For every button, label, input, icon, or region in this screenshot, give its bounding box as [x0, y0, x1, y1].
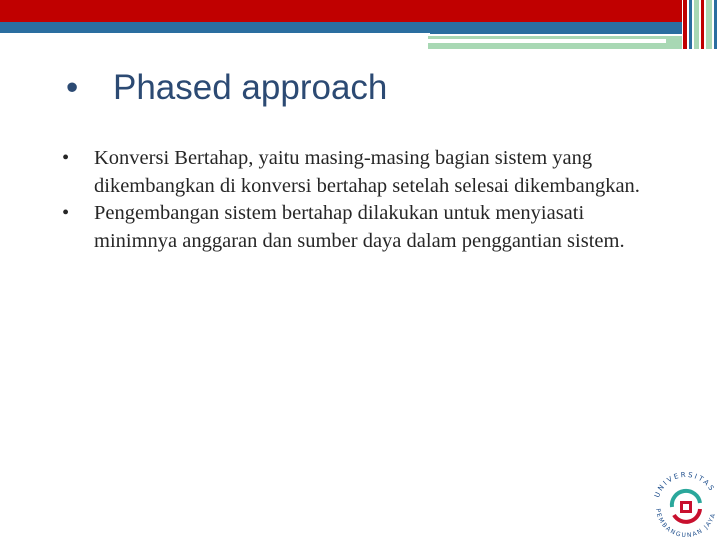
bullet-list: [62, 145, 662, 255]
header-red-band: [0, 0, 705, 22]
slide-title: Phased approach: [113, 68, 388, 107]
svg-text:UNIVERSITAS: [653, 471, 716, 499]
header-stripes-decoration: [682, 0, 720, 49]
university-logo: [648, 463, 720, 540]
bullet-text: Pengembangan sistem bertahap dilakukan untuk menyiasati minimnya anggaran dan sumber daya dalam penggantian sistem.: [94, 202, 625, 252]
header-green-accent-gap: [428, 39, 666, 43]
bullet-item: [62, 145, 662, 200]
bullet-item: [62, 200, 662, 255]
title-bullet: •: [66, 68, 79, 107]
bullet-marker: •: [62, 202, 70, 224]
logo-bottom-text: PEMBANGUNAN JAYA: [653, 508, 718, 540]
bullet-text: Konversi Bertahap, yaitu masing-masing bagian sistem yang dikembangkan di konversi bertahap setelah selesai dikembangkan.: [94, 147, 640, 197]
logo-top-text: UNIVERSITAS: [653, 470, 717, 499]
bullet-marker: •: [62, 147, 70, 169]
header-divider-line: [0, 33, 430, 35]
